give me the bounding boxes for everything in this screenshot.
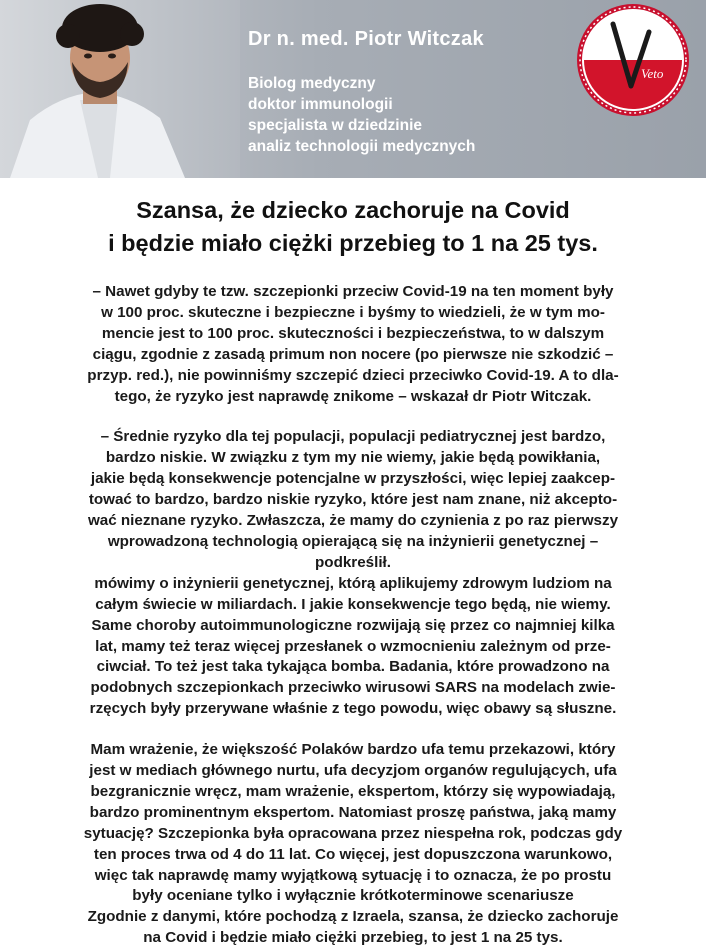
text-line: sytuację? Szczepionka była opracowana przez niespełna rok, podczas gdy: [83, 824, 623, 842]
text-line: Zgodnie z danymi, które pochodzą z Izraela, szansa, że dziecko zachoruje: [87, 908, 619, 926]
credential-line: analiz technologii medycznych: [248, 138, 476, 155]
text-line: podobnych szczepionkach przeciwko wirusowi SARS na modelach zwie-: [90, 679, 616, 697]
credential-line: Biolog medyczny: [248, 75, 376, 92]
article-body: [22, 282, 684, 949]
doctor-info: [248, 28, 484, 157]
title-line: Szansa, że dziecko zachoruje na Covid: [136, 197, 570, 223]
text-line: rzęcych były przerywane właśnie z tego powodu, więc obawy są słuszne.: [89, 700, 617, 718]
text-line: lat, mamy też teraz więcej przesłanek o wzmocnieniu zależnym od prze-: [95, 637, 611, 655]
paragraph-2: [22, 427, 684, 720]
text-line: przyp. red.), nie powinniśmy szczepić dzieci przeciwko Covid-19. A to dla-: [87, 366, 619, 384]
text-line: Mam wrażenie, że większość Polaków bardzo ufa temu przekazowi, który: [90, 741, 616, 759]
paragraph-1: [22, 282, 684, 407]
text-line: tować to bardzo, bardzo niskie ryzyko, które jest nam znane, niż akcepto-: [88, 491, 618, 509]
text-line: jest w mediach głównego nurtu, ufa decyzjom organów regulujących, ufa: [89, 762, 617, 780]
paragraph-3: [22, 740, 684, 949]
text-line: całym świecie w miliardach. I jakie konsekwencje tego będą, nie wiemy.: [95, 595, 611, 613]
text-line: ciwciał. To też jest taka tykająca bomba. Badania, które prowadzono na: [96, 658, 610, 676]
text-line: tego, że ryzyko jest naprawdę znikome – wskazał dr Piotr Witczak.: [114, 387, 592, 405]
text-line: – Średnie ryzyko dla tej populacji, populacji pediatrycznej jest bardzo,: [100, 428, 606, 446]
header-banner: [0, 0, 706, 178]
text-line: wprowadzoną technologią opierającą się na inżynierii genetycznej –: [107, 532, 599, 550]
doctor-name: Dr n. med. Piotr Witczak: [248, 28, 484, 50]
text-line: więc tak naprawdę mamy wyjątkową sytuację i to oznacza, że po prostu: [94, 866, 612, 884]
veto-logo: [575, 2, 691, 118]
text-line: mencie jest to 100 proc. skuteczności i bezpieczeństwa, to w dalszym: [101, 324, 605, 342]
text-line: w 100 proc. skuteczne i bezpieczne i byśmy to wiedzieli, że w tym mo-: [101, 303, 605, 321]
doctor-portrait: [0, 0, 240, 178]
page-title: [0, 194, 706, 260]
text-line: podkreślił.: [315, 553, 391, 571]
text-line: na Covid i będzie miało ciężki przebieg, to jest 1 na 25 tys.: [143, 929, 563, 947]
text-line: ten proces trwa od 4 do 11 lat. Co więcej, jest dopuszczona warunkowo,: [93, 845, 613, 863]
text-line: wać nieznane ryzyko. Zwłaszcza, że mamy do czynienia z po raz pierwszy: [87, 512, 619, 530]
logo-text: Veto: [641, 66, 664, 81]
text-line: jakie będą konsekwencje potencjalne w przyszłości, więc lepiej zaakcep-: [90, 470, 616, 488]
credential-line: specjalista w dziedzinie: [248, 117, 423, 134]
text-line: były oceniane tylko i wyłącznie krótkoterminowe scenariusze: [132, 887, 574, 905]
text-line: – Nawet gdyby te tzw. szczepionki przeciw Covid-19 na ten moment były: [92, 283, 614, 300]
text-line: mówimy o inżynierii genetycznej, którą aplikujemy zdrowym ludziom na: [94, 574, 612, 592]
title-line: i będzie miało ciężki przebieg to 1 na 25 tys.: [108, 230, 598, 256]
text-line: bardzo niskie. W związku z tym my nie wiemy, jakie będą powikłania,: [105, 449, 601, 467]
text-line: bezgranicznie wręcz, mam wrażenie, ekspertom, którzy się wypowiadają,: [90, 782, 616, 800]
text-line: ciągu, zgodnie z zasadą primum non nocere (po pierwsze nie szkodzić –: [92, 345, 614, 363]
text-line: bardzo prominentnym ekspertom. Natomiast proszę państwa, jaką mamy: [89, 803, 617, 821]
text-line: Same choroby autoimmunologiczne rozwijają się przez co najmniej kilka: [91, 616, 615, 634]
credential-line: doktor immunologii: [248, 96, 393, 113]
